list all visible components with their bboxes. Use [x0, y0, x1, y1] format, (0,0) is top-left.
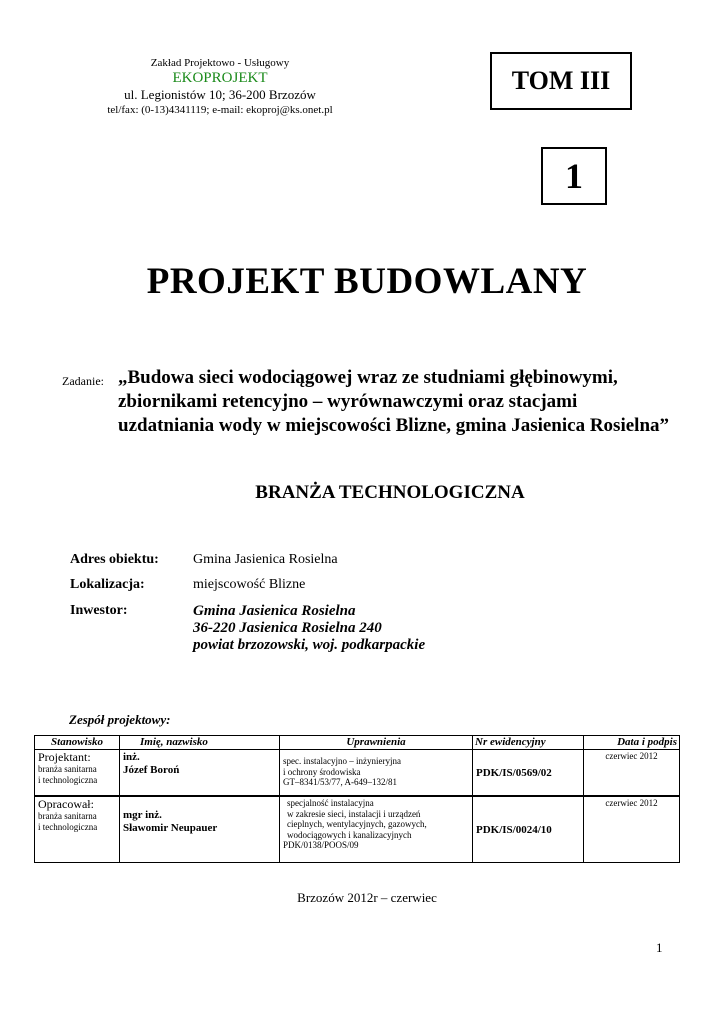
name-line: Józef Boroń — [123, 764, 180, 776]
table-header-row — [35, 736, 680, 750]
zadanie-line: zbiornikami retencyjno – wyrównawczymi oraz stacjami — [118, 391, 578, 412]
page-title: PROJEKT BUDOWLANY — [146, 261, 588, 302]
footer-date: Brzozów 2012r – czerwiec — [297, 890, 437, 905]
role-sub: i technologiczna — [38, 822, 98, 832]
zadanie-label: Zadanie: — [62, 374, 104, 388]
column-header: Uprawnienia — [280, 736, 473, 750]
role-sub: branża sanitarna — [38, 811, 97, 821]
name-line: mgr inż. — [123, 809, 162, 821]
upr-line: GT–8341/53/77, A-649–132/81 — [283, 777, 397, 787]
branza-heading: BRANŻA TECHNOLOGICZNA — [255, 482, 525, 503]
upr-line: i ochrony środowiska — [283, 766, 361, 777]
upr-line: wodociągowych i kanalizacyjnych — [287, 829, 412, 840]
volume-number-box: 1 — [541, 147, 607, 205]
tom-box: TOM III — [490, 52, 632, 110]
column-header: Imię, nazwisko — [120, 736, 280, 750]
page-number: 1 — [656, 940, 663, 955]
role-title: Opracował: — [38, 797, 94, 811]
upr-line: PDK/0138/POOS/09 — [283, 840, 359, 850]
date-cell: czerwiec 2012 — [584, 796, 680, 863]
nr-cell: PDK/IS/0569/02 — [473, 750, 584, 797]
table-row — [35, 796, 680, 863]
uprawnienia-cell — [280, 750, 473, 797]
column-header: Data i podpis — [584, 736, 680, 750]
role-cell — [35, 796, 120, 863]
zadanie-line: uzdatniania wody w miejscowości Blizne, gmina Jasienica Rosielna” — [118, 415, 670, 436]
adres-value: Gmina Jasienica Rosielna — [193, 552, 338, 567]
name-line: Sławomir Neupauer — [123, 822, 218, 834]
uprawnienia-cell — [280, 796, 473, 863]
firm-address: ul. Legionistów 10; 36-200 Brzozów — [124, 87, 316, 102]
inwestor-line: 36-220 Jasienica Rosielna 240 — [193, 620, 382, 636]
nr-cell: PDK/IS/0024/10 — [473, 796, 584, 863]
table-row — [35, 750, 680, 797]
role-cell — [35, 750, 120, 797]
inwestor-label: Inwestor: — [70, 603, 128, 618]
zadanie-line: „Budowa sieci wodociągowej wraz ze studniami głębinowymi, — [118, 367, 618, 388]
zadanie-text — [118, 366, 708, 438]
inwestor-line: Gmina Jasienica Rosielna — [193, 603, 356, 619]
adres-label: Adres obiektu: — [70, 552, 159, 567]
date-cell: czerwiec 2012 — [584, 750, 680, 797]
column-header: Stanowisko — [35, 736, 120, 750]
role-sub: branża sanitarna — [38, 764, 97, 774]
team-table — [34, 735, 680, 863]
upr-line: cieplnych, wentylacyjnych, gazowych, — [287, 819, 427, 829]
column-header: Nr ewidencyjny — [473, 736, 584, 750]
lokalizacja-label: Lokalizacja: — [70, 577, 145, 592]
upr-line: w zakresie sieci, instalacji i urządzeń — [287, 808, 421, 819]
firm-header — [60, 56, 380, 117]
inwestor-line: powiat brzozowski, woj. podkarpackie — [193, 637, 426, 653]
role-sub: i technologiczna — [38, 775, 98, 785]
name-cell — [120, 750, 280, 797]
name-line: inż. — [123, 751, 140, 763]
upr-line: specjalność instalacyjna — [287, 798, 374, 808]
role-title: Projektant: — [38, 750, 91, 764]
firm-name: EKOPROJEKT — [172, 70, 268, 86]
inwestor-value — [193, 603, 425, 654]
firm-type: Zakład Projektowo - Usługowy — [150, 57, 290, 69]
team-heading: Zespół projektowy: — [69, 712, 171, 727]
name-cell — [120, 796, 280, 863]
lokalizacja-value: miejscowość Blizne — [193, 577, 306, 592]
firm-contact: tel/fax: (0-13)4341119; e-mail: ekoproj@ks.onet.pl — [107, 104, 333, 116]
upr-line: spec. instalacyjno – inżynieryjna — [283, 756, 401, 766]
